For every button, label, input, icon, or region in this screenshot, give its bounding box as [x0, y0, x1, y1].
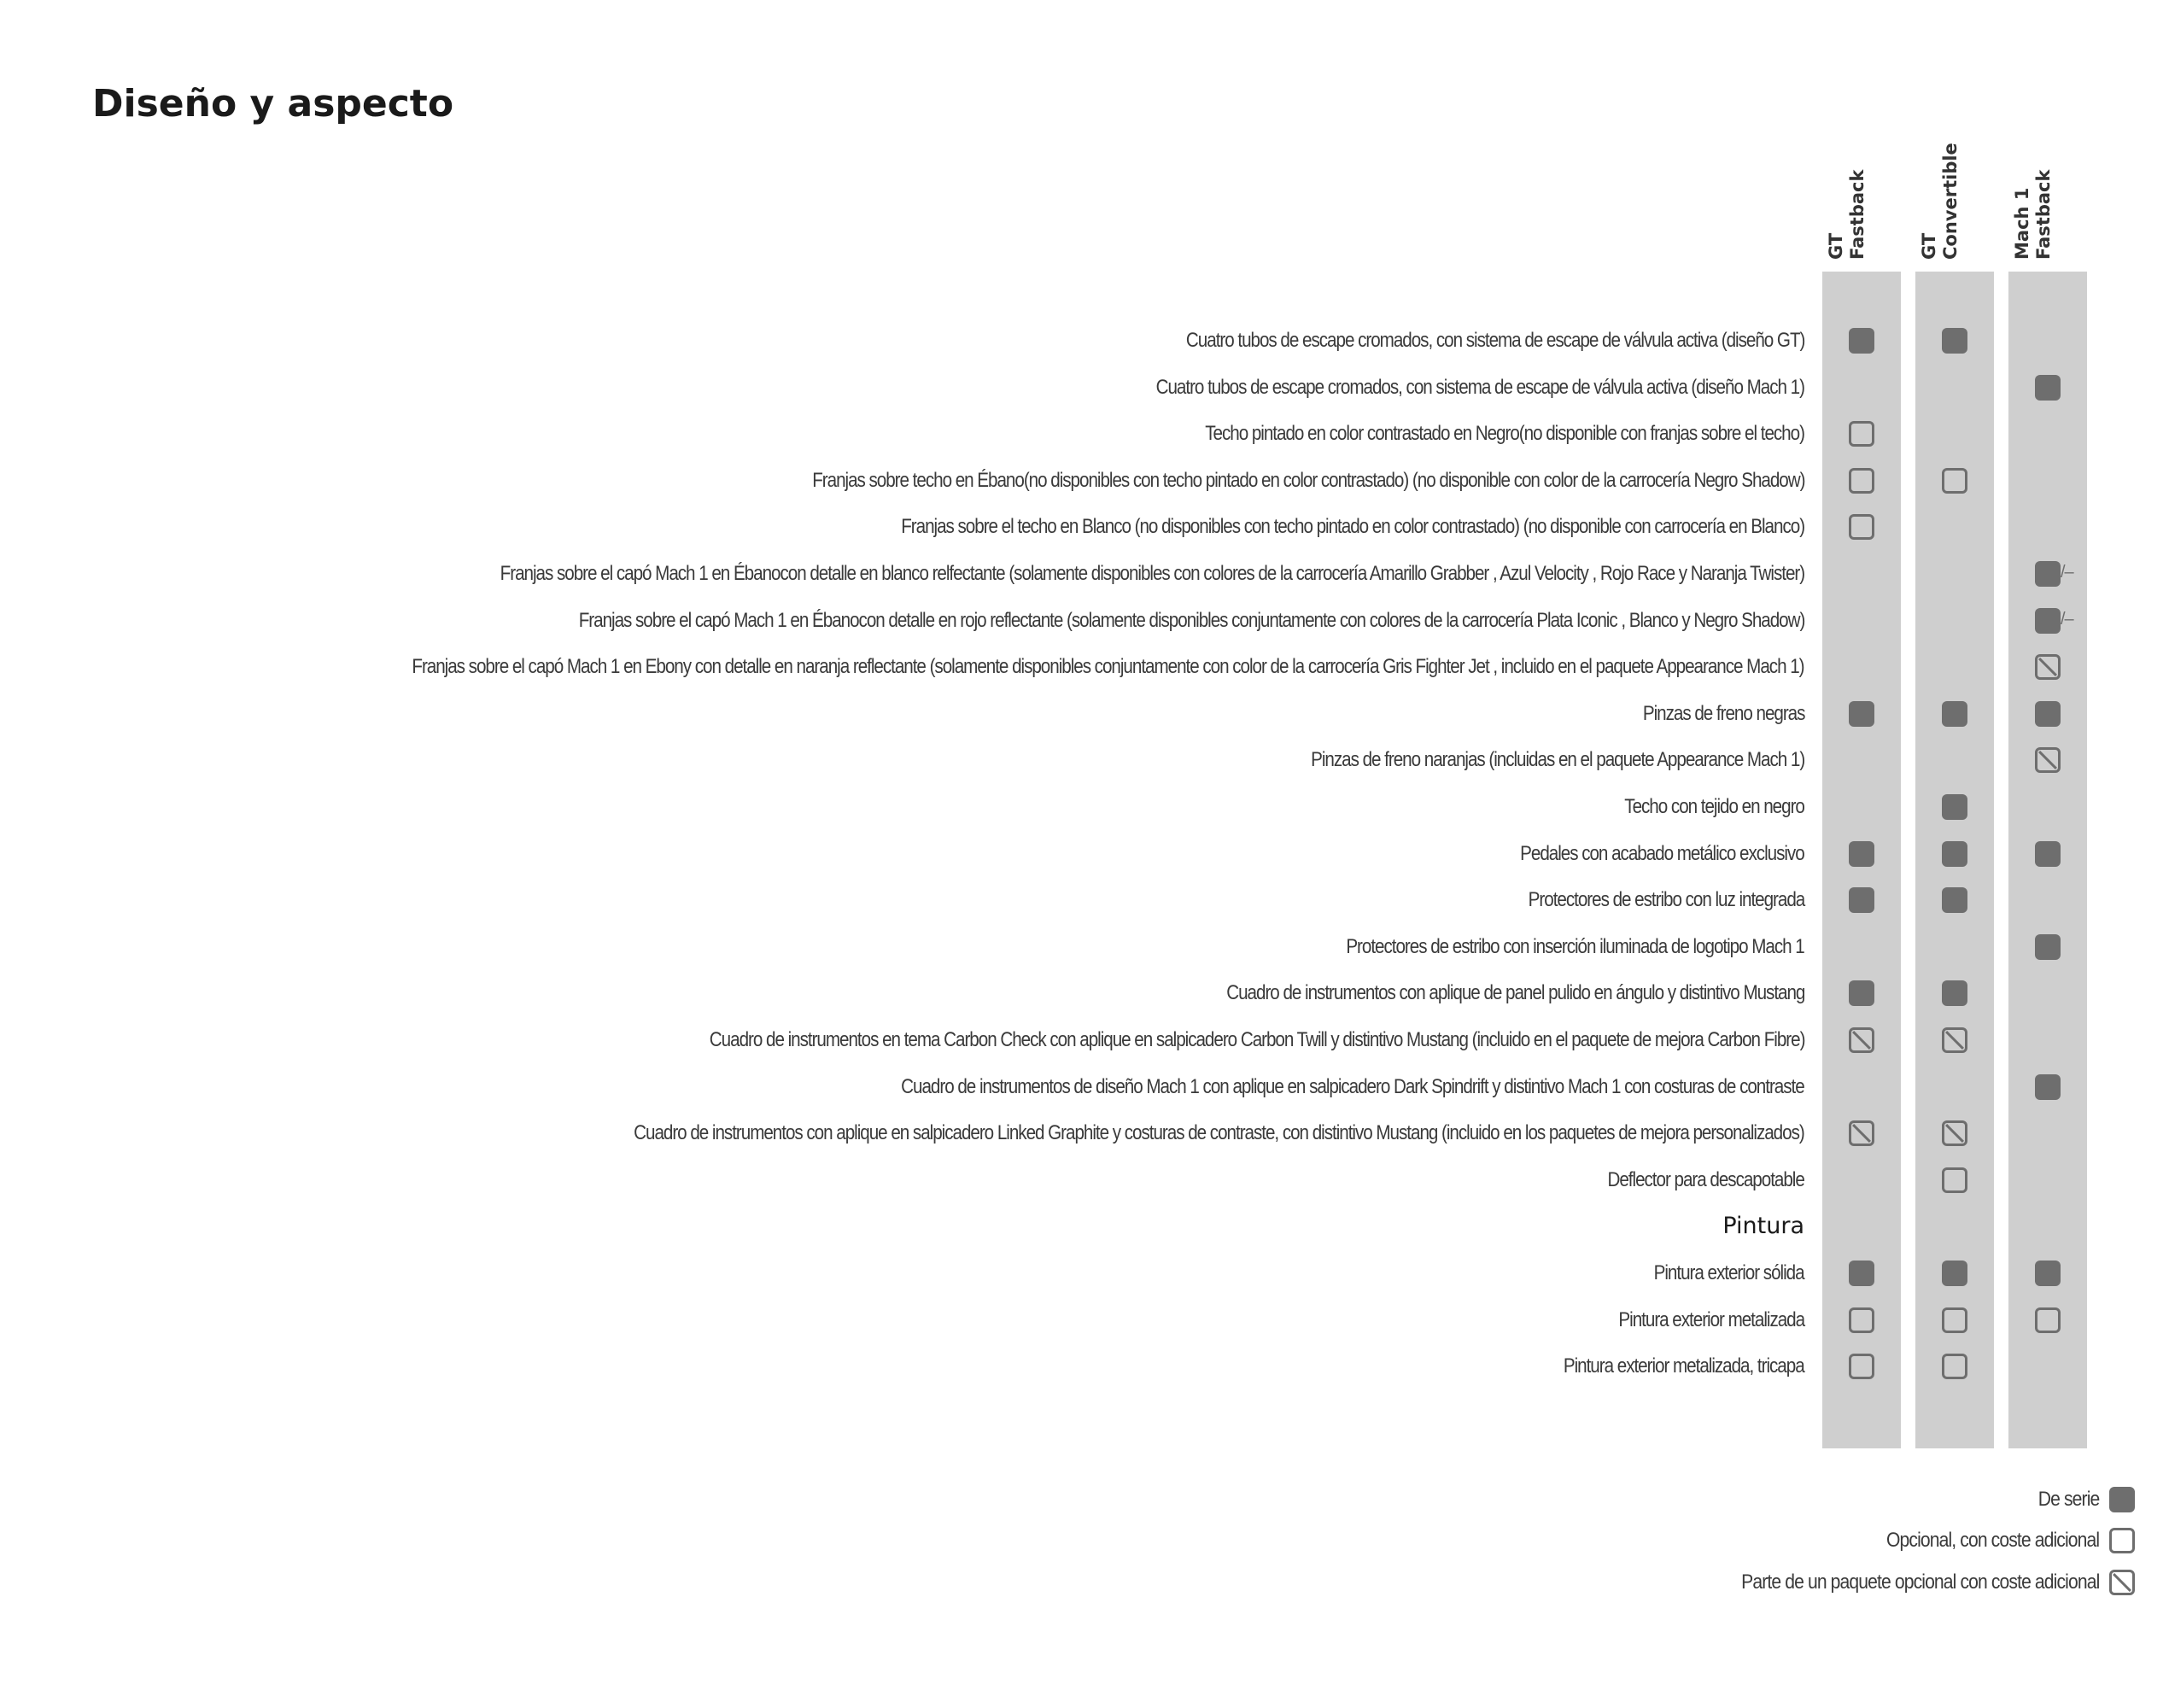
section-header-row — [0, 1203, 2169, 1249]
table-row — [0, 784, 2169, 830]
legend-item — [1693, 1565, 2135, 1600]
table-row — [0, 877, 2169, 923]
standard-icon — [1849, 1261, 1874, 1286]
table-row — [0, 1157, 2169, 1203]
availability-cell — [1942, 1261, 1967, 1286]
standard-icon — [1849, 328, 1874, 354]
availability-cell — [1942, 980, 1967, 1006]
feature-label: Cuadro de instrumentos con aplique en salpicadero Linked Graphite y costuras de contraste, con distintivo Mustang (incluido en los paquetes de mejora personalizados) — [634, 1121, 1804, 1145]
availability-cell — [1942, 701, 1967, 727]
table-row — [0, 365, 2169, 411]
availability-cell — [2035, 654, 2061, 680]
availability-cell — [1942, 794, 1967, 820]
availability-cell — [1849, 887, 1874, 913]
availability-cell — [1942, 468, 1967, 494]
feature-label: Cuadro de instrumentos de diseño Mach 1 con aplique en salpicadero Dark Spindrift y distintivo Mach 1 con costuras de contraste — [901, 1074, 1804, 1098]
table-row — [0, 411, 2169, 457]
package-icon — [1849, 1120, 1874, 1146]
table-row — [0, 504, 2169, 550]
column-header-line1: Mach 1 — [2012, 187, 2032, 260]
availability-cell — [1942, 1307, 1967, 1333]
standard-icon — [1849, 701, 1874, 727]
availability-cell — [1849, 1307, 1874, 1333]
standard-icon — [1942, 887, 1967, 913]
standard-icon — [1849, 841, 1874, 867]
package-icon — [1942, 1120, 1967, 1146]
standard-icon — [1942, 1261, 1967, 1286]
standard-icon — [1849, 980, 1874, 1006]
availability-cell — [1849, 421, 1874, 447]
package-icon — [1942, 1027, 1967, 1053]
availability-cell — [2035, 841, 2061, 867]
availability-cell — [2035, 1261, 2061, 1286]
package-icon — [2035, 747, 2061, 773]
legend-swatch — [2109, 1570, 2135, 1595]
table-row — [0, 551, 2169, 597]
availability-cell — [1849, 980, 1874, 1006]
optional-icon — [1942, 468, 1967, 494]
availability-cell — [1849, 841, 1874, 867]
availability-cell — [1849, 1120, 1874, 1146]
table-row — [0, 1250, 2169, 1296]
package-icon — [2035, 654, 2061, 680]
availability-cell — [1849, 1261, 1874, 1286]
standard-icon — [1942, 841, 1967, 867]
availability-cell — [2035, 1307, 2061, 1333]
table-row — [0, 1064, 2169, 1110]
feature-label: Cuadro de instrumentos en tema Carbon Check con aplique en salpicadero Carbon Twill y distintivo Mustang (incluido en el paquete de mejora Carbon Fibre) — [709, 1028, 1804, 1051]
package-icon — [1849, 1027, 1874, 1053]
table-row — [0, 970, 2169, 1016]
standard-icon — [2035, 1261, 2061, 1286]
feature-label: Cuatro tubos de escape cromados, con sistema de escape de válvula activa (diseño GT) — [1185, 329, 1804, 352]
availability-cell — [1849, 701, 1874, 727]
feature-label: Cuadro de instrumentos con aplique de panel pulido en ángulo y distintivo Mustang — [1225, 981, 1804, 1005]
table-row — [0, 924, 2169, 970]
availability-cell — [1942, 887, 1967, 913]
section-title: Pintura — [1722, 1213, 1804, 1240]
feature-label: Deflector para descapotable — [1607, 1167, 1804, 1191]
availability-cell — [1849, 1354, 1874, 1379]
feature-label: Protectores de estribo con luz integrada — [1528, 888, 1804, 912]
column-header-line2: Convertible — [1940, 143, 1961, 260]
column-header-line2: Fastback — [1847, 169, 1868, 260]
standard-icon — [1849, 887, 1874, 913]
standard-icon — [1942, 980, 1967, 1006]
availability-cell — [2035, 934, 2061, 960]
availability-cell — [2035, 701, 2061, 727]
column-header — [2008, 0, 2087, 265]
optional-icon — [2035, 1307, 2061, 1333]
table-row — [0, 1297, 2169, 1343]
feature-label: Techo pintado en color contrastado en Negro(no disponible con franjas sobre el techo) — [1205, 422, 1804, 446]
availability-cell — [1849, 468, 1874, 494]
feature-label: Pinzas de freno naranjas (incluidas en el paquete Appearance Mach 1) — [1310, 748, 1804, 772]
optional-icon — [1849, 1307, 1874, 1333]
feature-label: Pinzas de freno negras — [1642, 701, 1804, 725]
optional-icon — [1942, 1167, 1967, 1193]
feature-label: Pedales con acabado metálico exclusivo — [1520, 841, 1804, 865]
column-header-line1: GT — [1919, 232, 1939, 260]
feature-label: Franjas sobre el capó Mach 1 en Ébanocon detalle en rojo reflectante (solamente disponibles conjuntamente con colores de la carrocería Plata Iconic , Blanco y Negro Shadow) — [578, 608, 1804, 632]
legend-item — [1857, 1524, 2135, 1558]
legend-label: De serie — [2037, 1488, 2099, 1511]
column-header-line1: GT — [1826, 232, 1846, 260]
table-row — [0, 458, 2169, 504]
availability-cell — [1942, 1167, 1967, 1193]
availability-cell — [2035, 1074, 2061, 1100]
standard-icon — [2035, 1074, 2061, 1100]
availability-cell — [2035, 561, 2061, 587]
feature-label: Cuatro tubos de escape cromados, con sistema de escape de válvula activa (diseño Mach 1) — [1155, 375, 1804, 399]
availability-cell — [1849, 328, 1874, 354]
optional-icon — [2109, 1528, 2135, 1553]
table-row — [0, 644, 2169, 690]
page-title: Diseño y aspecto — [92, 82, 454, 126]
feature-label: Franjas sobre el techo en Blanco (no disponibles con techo pintado en color contrastado) (no disponible con carrocería en Blanco) — [901, 515, 1804, 539]
legend-swatch — [2109, 1528, 2135, 1553]
standard-icon — [2035, 701, 2061, 727]
feature-label: Pintura exterior metalizada — [1618, 1307, 1804, 1331]
standard-partial-icon — [2035, 561, 2061, 587]
feature-label: Protectores de estribo con inserción iluminada de logotipo Mach 1 — [1346, 934, 1804, 958]
availability-cell — [2035, 608, 2061, 634]
availability-cell — [1942, 328, 1967, 354]
legend-swatch — [2109, 1487, 2135, 1512]
table-row — [0, 318, 2169, 364]
availability-cell — [1942, 1027, 1967, 1053]
column-header — [1822, 0, 1901, 265]
feature-label: Franjas sobre el capó Mach 1 en Ébanocon detalle en blanco relfectante (solamente disponibles con colores de la carrocería Amarillo Grabber , Azul Velocity , Rojo Race y Naranja Twister) — [500, 562, 1804, 585]
standard-icon — [2035, 375, 2061, 401]
feature-label: Pintura exterior sólida — [1654, 1261, 1804, 1284]
optional-icon — [1942, 1354, 1967, 1379]
availability-cell — [2035, 747, 2061, 773]
availability-cell — [1942, 1120, 1967, 1146]
availability-cell — [1849, 1027, 1874, 1053]
feature-label: Pintura exterior metalizada, tricapa — [1564, 1354, 1804, 1378]
legend-item — [2030, 1483, 2135, 1517]
package-icon — [2109, 1570, 2135, 1595]
standard-icon — [1942, 328, 1967, 354]
standard-icon — [1942, 701, 1967, 727]
availability-cell — [1942, 841, 1967, 867]
table-row — [0, 1343, 2169, 1389]
availability-cell — [1849, 514, 1874, 540]
table-row — [0, 598, 2169, 644]
optional-icon — [1849, 514, 1874, 540]
table-row — [0, 737, 2169, 783]
optional-icon — [1849, 421, 1874, 447]
standard-icon — [2035, 841, 2061, 867]
legend-label: Opcional, con coste adicional — [1885, 1529, 2099, 1552]
optional-icon — [1849, 468, 1874, 494]
table-row — [0, 831, 2169, 877]
standard-icon — [1942, 794, 1967, 820]
column-header-line2: Fastback — [2033, 169, 2054, 260]
optional-icon — [1849, 1354, 1874, 1379]
table-row — [0, 691, 2169, 737]
feature-label: Franjas sobre techo en Ébano(no disponibles con techo pintado en color contrastado) (no disponible con color de la carrocería Negro Shadow) — [811, 468, 1804, 492]
standard-icon — [2035, 934, 2061, 960]
availability-cell — [1942, 1354, 1967, 1379]
table-row — [0, 1110, 2169, 1156]
table-row — [0, 1017, 2169, 1063]
optional-icon — [1942, 1307, 1967, 1333]
column-header — [1915, 0, 1994, 265]
feature-label: Techo con tejido en negro — [1624, 795, 1804, 818]
standard-icon — [2109, 1487, 2135, 1512]
standard-partial-icon — [2035, 608, 2061, 634]
feature-label: Franjas sobre el capó Mach 1 en Ebony con detalle en naranja reflectante (solamente disponibles conjuntamente con color de la carrocería Gris Fighter Jet , incluido en el paquete Appearance Mach 1) — [412, 655, 1804, 679]
availability-cell — [2035, 375, 2061, 401]
legend-label: Parte de un paquete opcional con coste adicional — [1740, 1571, 2099, 1594]
